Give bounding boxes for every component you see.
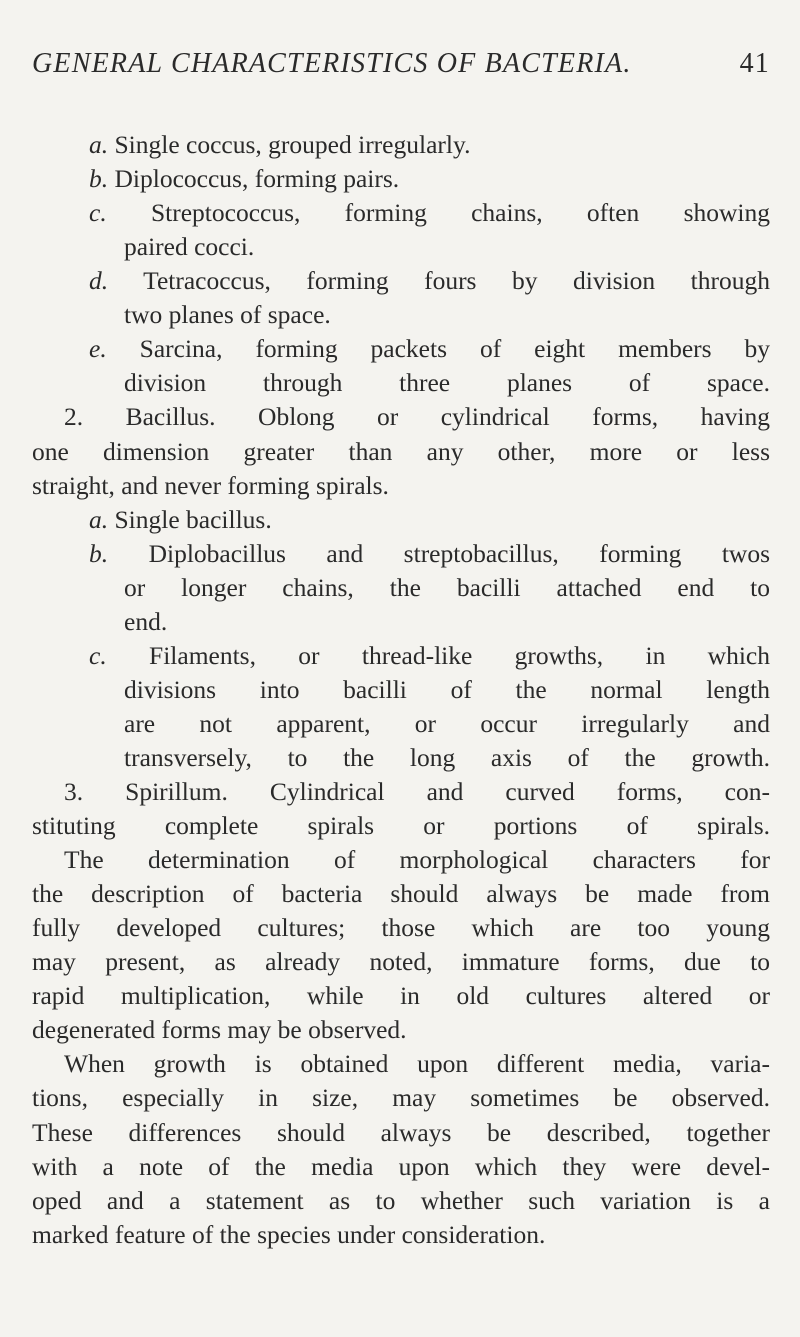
text-line bbox=[89, 503, 272, 538]
running-title: GENERAL CHARACTERISTICS OF BACTERIA. bbox=[32, 48, 632, 79]
item-label: d. bbox=[89, 266, 109, 295]
line-text: fully developed cultures; those which are too young bbox=[32, 913, 770, 942]
line-text: divisions into bacilli of the normal length bbox=[124, 675, 770, 704]
line-text: Filaments, or thread-like growths, in which bbox=[106, 641, 770, 670]
line-text: or longer chains, the bacilli attached end to bbox=[124, 573, 770, 602]
text-line bbox=[124, 707, 770, 742]
text-line bbox=[32, 1116, 770, 1151]
text-line bbox=[124, 571, 770, 606]
line-text: one dimension greater than any other, more or less bbox=[32, 437, 770, 466]
line-text: These differences should always be described, together bbox=[32, 1118, 770, 1147]
line-text: marked feature of the species under consideration. bbox=[32, 1220, 546, 1249]
line-text: 2. Bacillus. Oblong or cylindrical forms, having bbox=[64, 402, 770, 431]
text-line bbox=[89, 128, 470, 163]
text-line bbox=[89, 196, 770, 231]
line-text: stituting complete spirals or portions of spirals. bbox=[32, 811, 770, 840]
line-text: rapid multiplication, while in old cultures altered or bbox=[32, 981, 770, 1010]
item-label: e. bbox=[89, 334, 107, 363]
text-line bbox=[89, 537, 770, 572]
page-number: 41 bbox=[739, 48, 770, 79]
line-text: paired cocci. bbox=[124, 232, 255, 261]
line-text: The determination of morphological characters for bbox=[64, 845, 770, 874]
line-text: with a note of the media upon which they were devel- bbox=[32, 1152, 770, 1181]
text-line bbox=[124, 741, 770, 776]
line-text: are not apparent, or occur irregularly and bbox=[124, 709, 770, 738]
text-line bbox=[32, 1013, 407, 1048]
text-line bbox=[32, 1218, 545, 1253]
text-line bbox=[89, 162, 399, 197]
line-text: tions, especially in size, may sometimes be observed. bbox=[32, 1083, 770, 1112]
item-label: b. bbox=[89, 539, 109, 568]
line-text: may present, as already noted, immature forms, due to bbox=[32, 947, 770, 976]
item-label: b. bbox=[89, 164, 109, 193]
line-text: two planes of space. bbox=[124, 300, 331, 329]
text-line bbox=[124, 673, 770, 708]
text-line bbox=[64, 1047, 770, 1082]
line-text: division through three planes of space. bbox=[124, 368, 770, 397]
text-line bbox=[32, 911, 770, 946]
text-line bbox=[89, 639, 770, 674]
text-line bbox=[32, 945, 770, 980]
line-text: Streptococcus, forming chains, often showing bbox=[106, 198, 770, 227]
line-text: 3. Spirillum. Cylindrical and curved forms, con- bbox=[64, 777, 770, 806]
item-label: c. bbox=[89, 198, 107, 227]
item-label: a. bbox=[89, 130, 109, 159]
text-line bbox=[32, 469, 389, 504]
text-line bbox=[124, 298, 331, 333]
line-text: degenerated forms may be observed. bbox=[32, 1015, 407, 1044]
text-line bbox=[89, 332, 770, 367]
text-line bbox=[32, 1184, 770, 1219]
text-line bbox=[32, 979, 770, 1014]
text-line bbox=[32, 1081, 770, 1116]
item-label: c. bbox=[89, 641, 107, 670]
text-line bbox=[124, 366, 770, 401]
text-line bbox=[32, 435, 770, 470]
text-line bbox=[32, 877, 770, 912]
line-text: oped and a statement as to whether such variation is a bbox=[32, 1186, 770, 1215]
text-line bbox=[32, 809, 770, 844]
running-header bbox=[32, 48, 770, 88]
text-line bbox=[64, 400, 770, 435]
item-label: a. bbox=[89, 505, 109, 534]
text-line bbox=[124, 230, 254, 265]
line-text: Single bacillus. bbox=[108, 505, 272, 534]
line-text: Tetracoccus, forming fours by division through bbox=[108, 266, 770, 295]
line-text: straight, and never forming spirals. bbox=[32, 471, 389, 500]
line-text: transversely, to the long axis of the growth. bbox=[124, 743, 770, 772]
line-text: end. bbox=[124, 607, 168, 636]
text-line bbox=[89, 264, 770, 299]
line-text: When growth is obtained upon different media, varia- bbox=[64, 1049, 770, 1078]
text-line bbox=[64, 775, 770, 810]
line-text: Diplococcus, forming pairs. bbox=[108, 164, 400, 193]
line-text: Diplobacillus and streptobacillus, forming twos bbox=[108, 539, 770, 568]
text-line bbox=[32, 1150, 770, 1185]
text-line bbox=[124, 605, 167, 640]
text-line bbox=[64, 843, 770, 878]
line-text: the description of bacteria should always be made from bbox=[32, 879, 770, 908]
line-text: Single coccus, grouped irregularly. bbox=[108, 130, 471, 159]
line-text: Sarcina, forming packets of eight members by bbox=[106, 334, 770, 363]
